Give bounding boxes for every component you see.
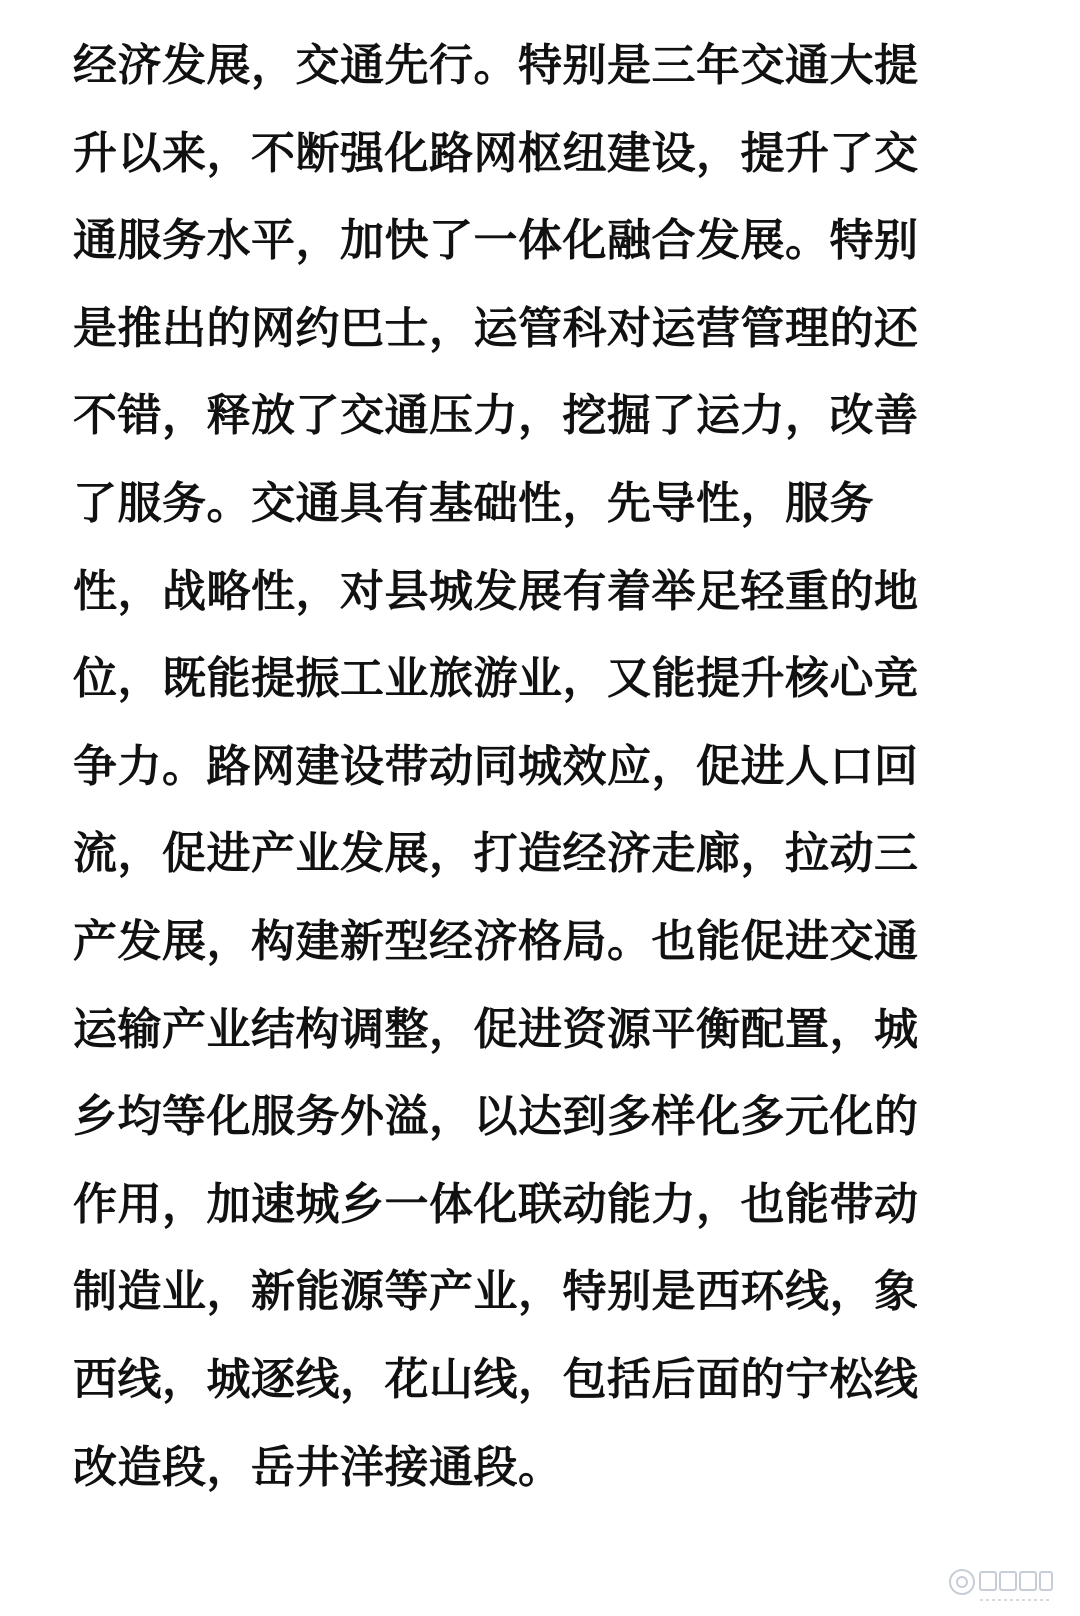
text-line: 流，促进产业发展，打造经济走廊，拉动三 [73,828,919,880]
text-line: 乡均等化服务外溢，以达到多样化多元化的 [73,1091,919,1143]
text-line: 升以来，不断强化路网枢纽建设，提升了交 [73,127,919,179]
text-line: 通服务水平，加快了一体化融合发展。特别 [73,215,919,267]
text-line: 了服务。交通具有基础性，先导性，服务 [73,477,874,529]
text-line: 产发展，构建新型经济格局。也能促进交通 [73,915,919,967]
text-line: 西线，城逐线，花山线，包括后面的宁松线 [73,1353,919,1405]
text-line: 是推出的网约巴士，运管科对运营管理的还 [73,302,919,354]
text-line: 运输产业结构调整，促进资源平衡配置，城 [73,1003,919,1055]
site-logo-watermark-icon [946,1562,1054,1606]
article-body [73,22,1003,1511]
text-line: 改造段，岳井洋接通段。 [73,1441,563,1493]
text-line: 作用，加速城乡一体化联动能力，也能带动 [73,1178,919,1230]
text-line: 性，战略性，对县城发展有着举足轻重的地 [73,565,919,617]
text-line: 争力。路网建设带动同城效应，促进人口回 [73,740,919,792]
text-line: 位，既能提振工业旅游业，又能提升核心竞 [73,653,919,705]
text-line: 不错，释放了交通压力，挖掘了运力，改善 [73,390,919,442]
text-line: 经济发展，交通先行。特别是三年交通大提 [73,40,919,91]
text-line: 制造业，新能源等产业，特别是西环线，象 [73,1266,919,1318]
